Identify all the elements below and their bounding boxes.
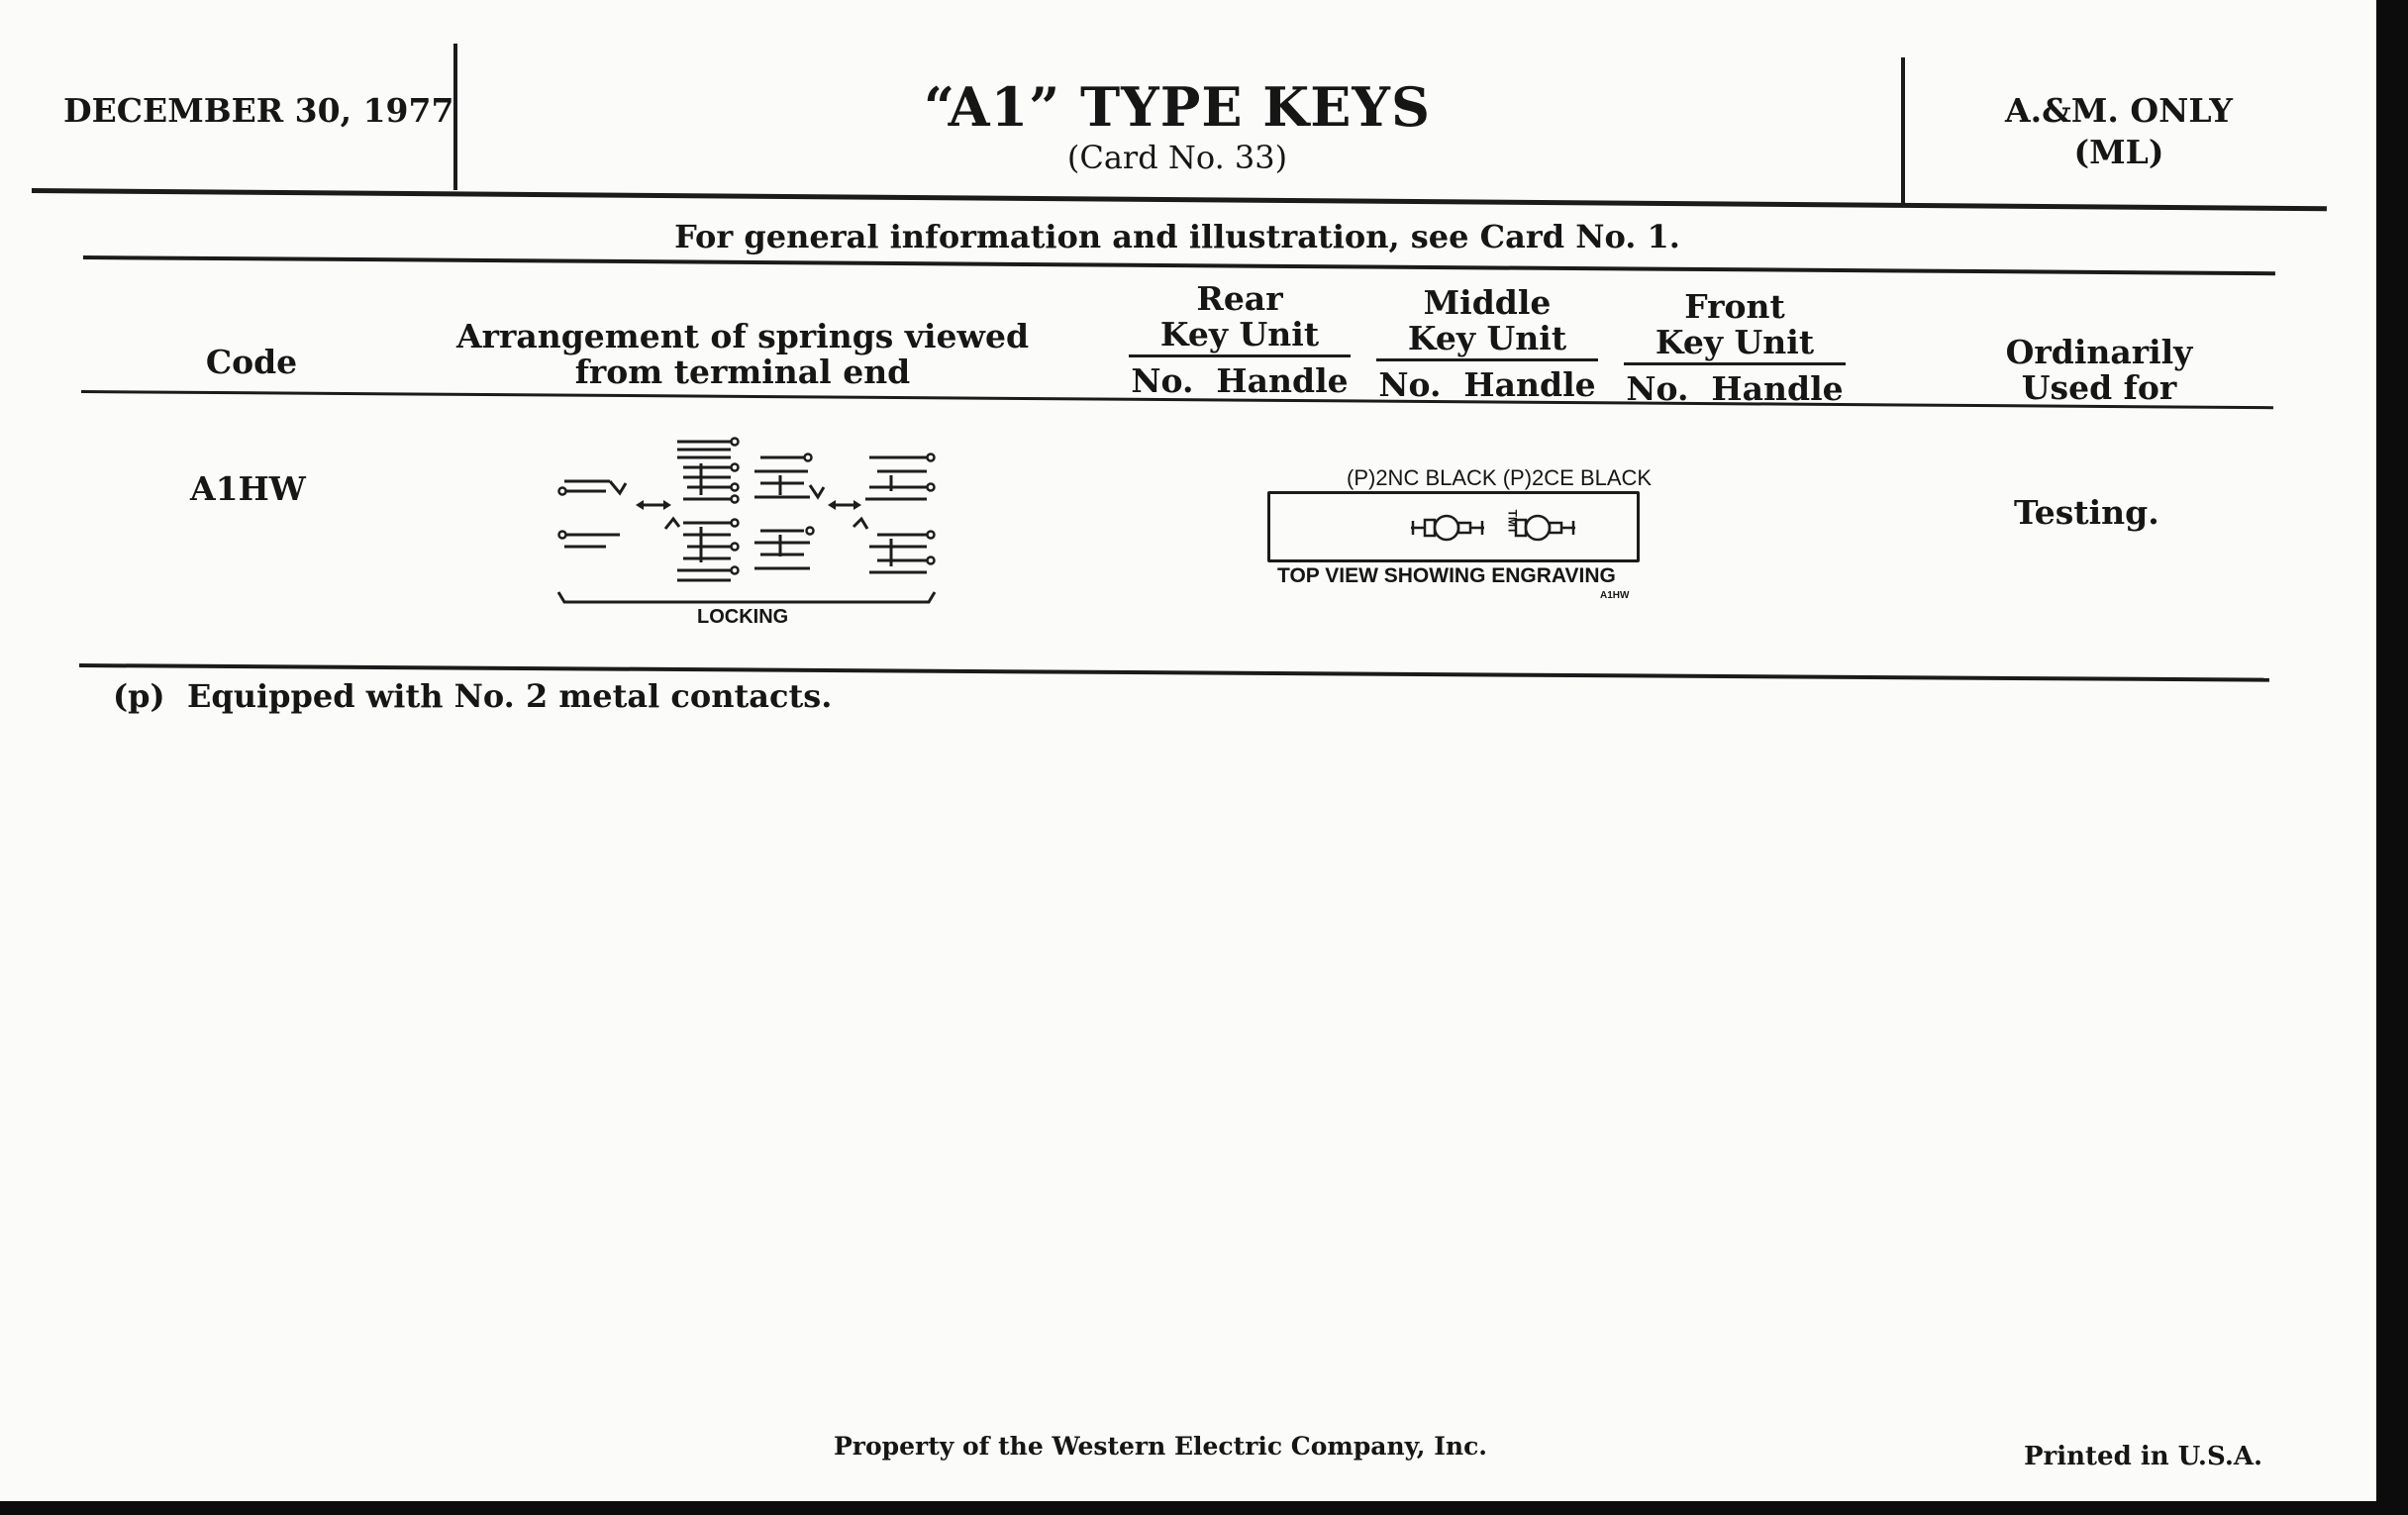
col-front-line1: Front: [1684, 287, 1785, 326]
card-number: (Card No. 33): [1066, 139, 1288, 176]
col-middle-line1: Middle: [1423, 283, 1552, 322]
col-code: [152, 345, 351, 380]
header-divider-left: [453, 44, 457, 190]
printed-notice: Printed in U.S.A.: [2024, 1442, 2263, 1471]
col-front-line2: Key Unit: [1624, 325, 1846, 365]
engraving-panel: [1267, 491, 1640, 562]
col-used-for: [1980, 335, 2218, 406]
spring-label: LOCKING: [697, 606, 789, 628]
col-front-sub: No. Handle: [1626, 369, 1844, 408]
col-rear-line1: Rear: [1196, 279, 1283, 318]
col-arrangement-line1: Arrangement of springs viewed: [455, 317, 1030, 355]
footnote: (p) Equipped with No. 2 metal contacts.: [113, 677, 833, 715]
col-middle-sub: No. Handle: [1378, 365, 1596, 404]
row-used-for: Testing.: [2014, 493, 2159, 532]
general-note: For general information and illustration, see Card No. 1.: [674, 218, 1680, 255]
header-rule: [32, 188, 2327, 211]
col-middle-line2: Key Unit: [1376, 321, 1598, 361]
col-used-line1: Ordinarily: [2005, 333, 2193, 371]
col-arrangement-line2: from terminal end: [574, 353, 911, 391]
header-divider-right: [1901, 57, 1905, 204]
col-rear-sub: No. Handle: [1131, 361, 1349, 400]
engraving-mark: A1HW: [1600, 590, 1630, 601]
note-rule: [83, 255, 2275, 275]
card-date: DECEMBER 30, 1977: [63, 91, 454, 130]
col-rear-line2: Key Unit: [1129, 317, 1351, 357]
col-code-label: Code: [205, 343, 298, 381]
arrow-icon: [636, 500, 861, 510]
card-title: “A1” TYPE KEYS: [924, 75, 1431, 139]
row-code: A1HW: [190, 469, 306, 508]
engraving-text: TMT: [1505, 509, 1520, 535]
restriction-line1: A.&M. ONLY: [2005, 91, 2233, 130]
col-used-line2: Used for: [2021, 368, 2177, 407]
middle-unit-label: (P)2NC BLACK (P)2CE BLACK: [1347, 465, 1653, 490]
col-arrangement: [455, 319, 1030, 390]
col-front: [1624, 289, 1846, 407]
engraving-caption: TOP VIEW SHOWING ENGRAVING: [1277, 564, 1616, 587]
spring-lines: [558, 442, 935, 602]
col-middle: [1376, 285, 1598, 403]
property-notice: Property of the Western Electric Company, Inc.: [834, 1432, 1488, 1461]
col-rear: [1129, 281, 1351, 399]
spring-arrangement-diagram: [551, 428, 943, 636]
restriction-line2: (ML): [2073, 133, 2164, 171]
